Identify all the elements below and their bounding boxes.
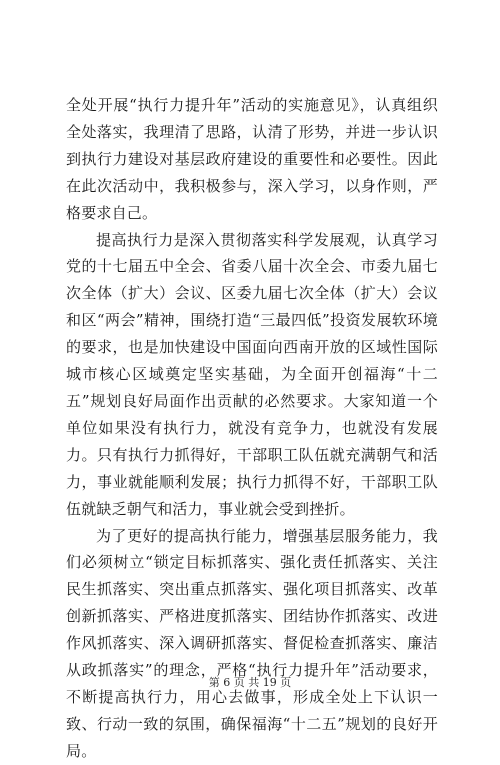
paragraph-1: 全处开展“执行力提升年”活动的实施意见》，认真组织全处落实，我理清了思路，认清了形势，并进一步认识到执行力建设对基层政府建设的重要性和必要性。因此在此次活动中，我积极参与，深入学习，以身作则，严格要求自己。 bbox=[66, 96, 438, 222]
paragraph-2: 提高执行力是深入贯彻落实科学发展观，认真学习党的十七届五中全会、省委八届十次全会、市委九届七次全体（扩大）会议、区委九届七次全体（扩大）会议和区“两会”精神，围绕打造“三最四低”投资发展软环境的要求，也是加快建设中国面向西南开放的区域性国际城市核心区域奠定坚实基础，为全面开创福海“十二五”规划良好局面作出贡献的必然要求。大家知道一个单位如果没有执行力，就没有竞争力，也就没有发展力。只有执行力抓得好，干部职工队伍就充满朝气和活力，事业就能顺利发展；执行力抓得不好，干部职工队伍就缺乏朝气和活力，事业就会受到挫折。 bbox=[66, 230, 438, 518]
document-body bbox=[66, 92, 438, 765]
paragraph-3: 为了更好的提高执行能力，增强基层服务能力，我们必须树立“锁定目标抓落实、强化责任抓落实、关注民生抓落实、突出重点抓落实、强化项目抓落实、改革创新抓落实、严格进度抓落实、团结协作抓落实、改进作风抓落实、深入调研抓落实、督促检查抓落实、廉洁从政抓落实”的理念，严格“执行力提升年”活动要求，不断提高执行力，用心去做事，形成全处上下认识一致、行动一致的氛围，确保福海“十二五”规划的良好开局。 bbox=[66, 526, 438, 760]
page-number-footer: 第 6 页 共 19 页 bbox=[208, 676, 292, 689]
